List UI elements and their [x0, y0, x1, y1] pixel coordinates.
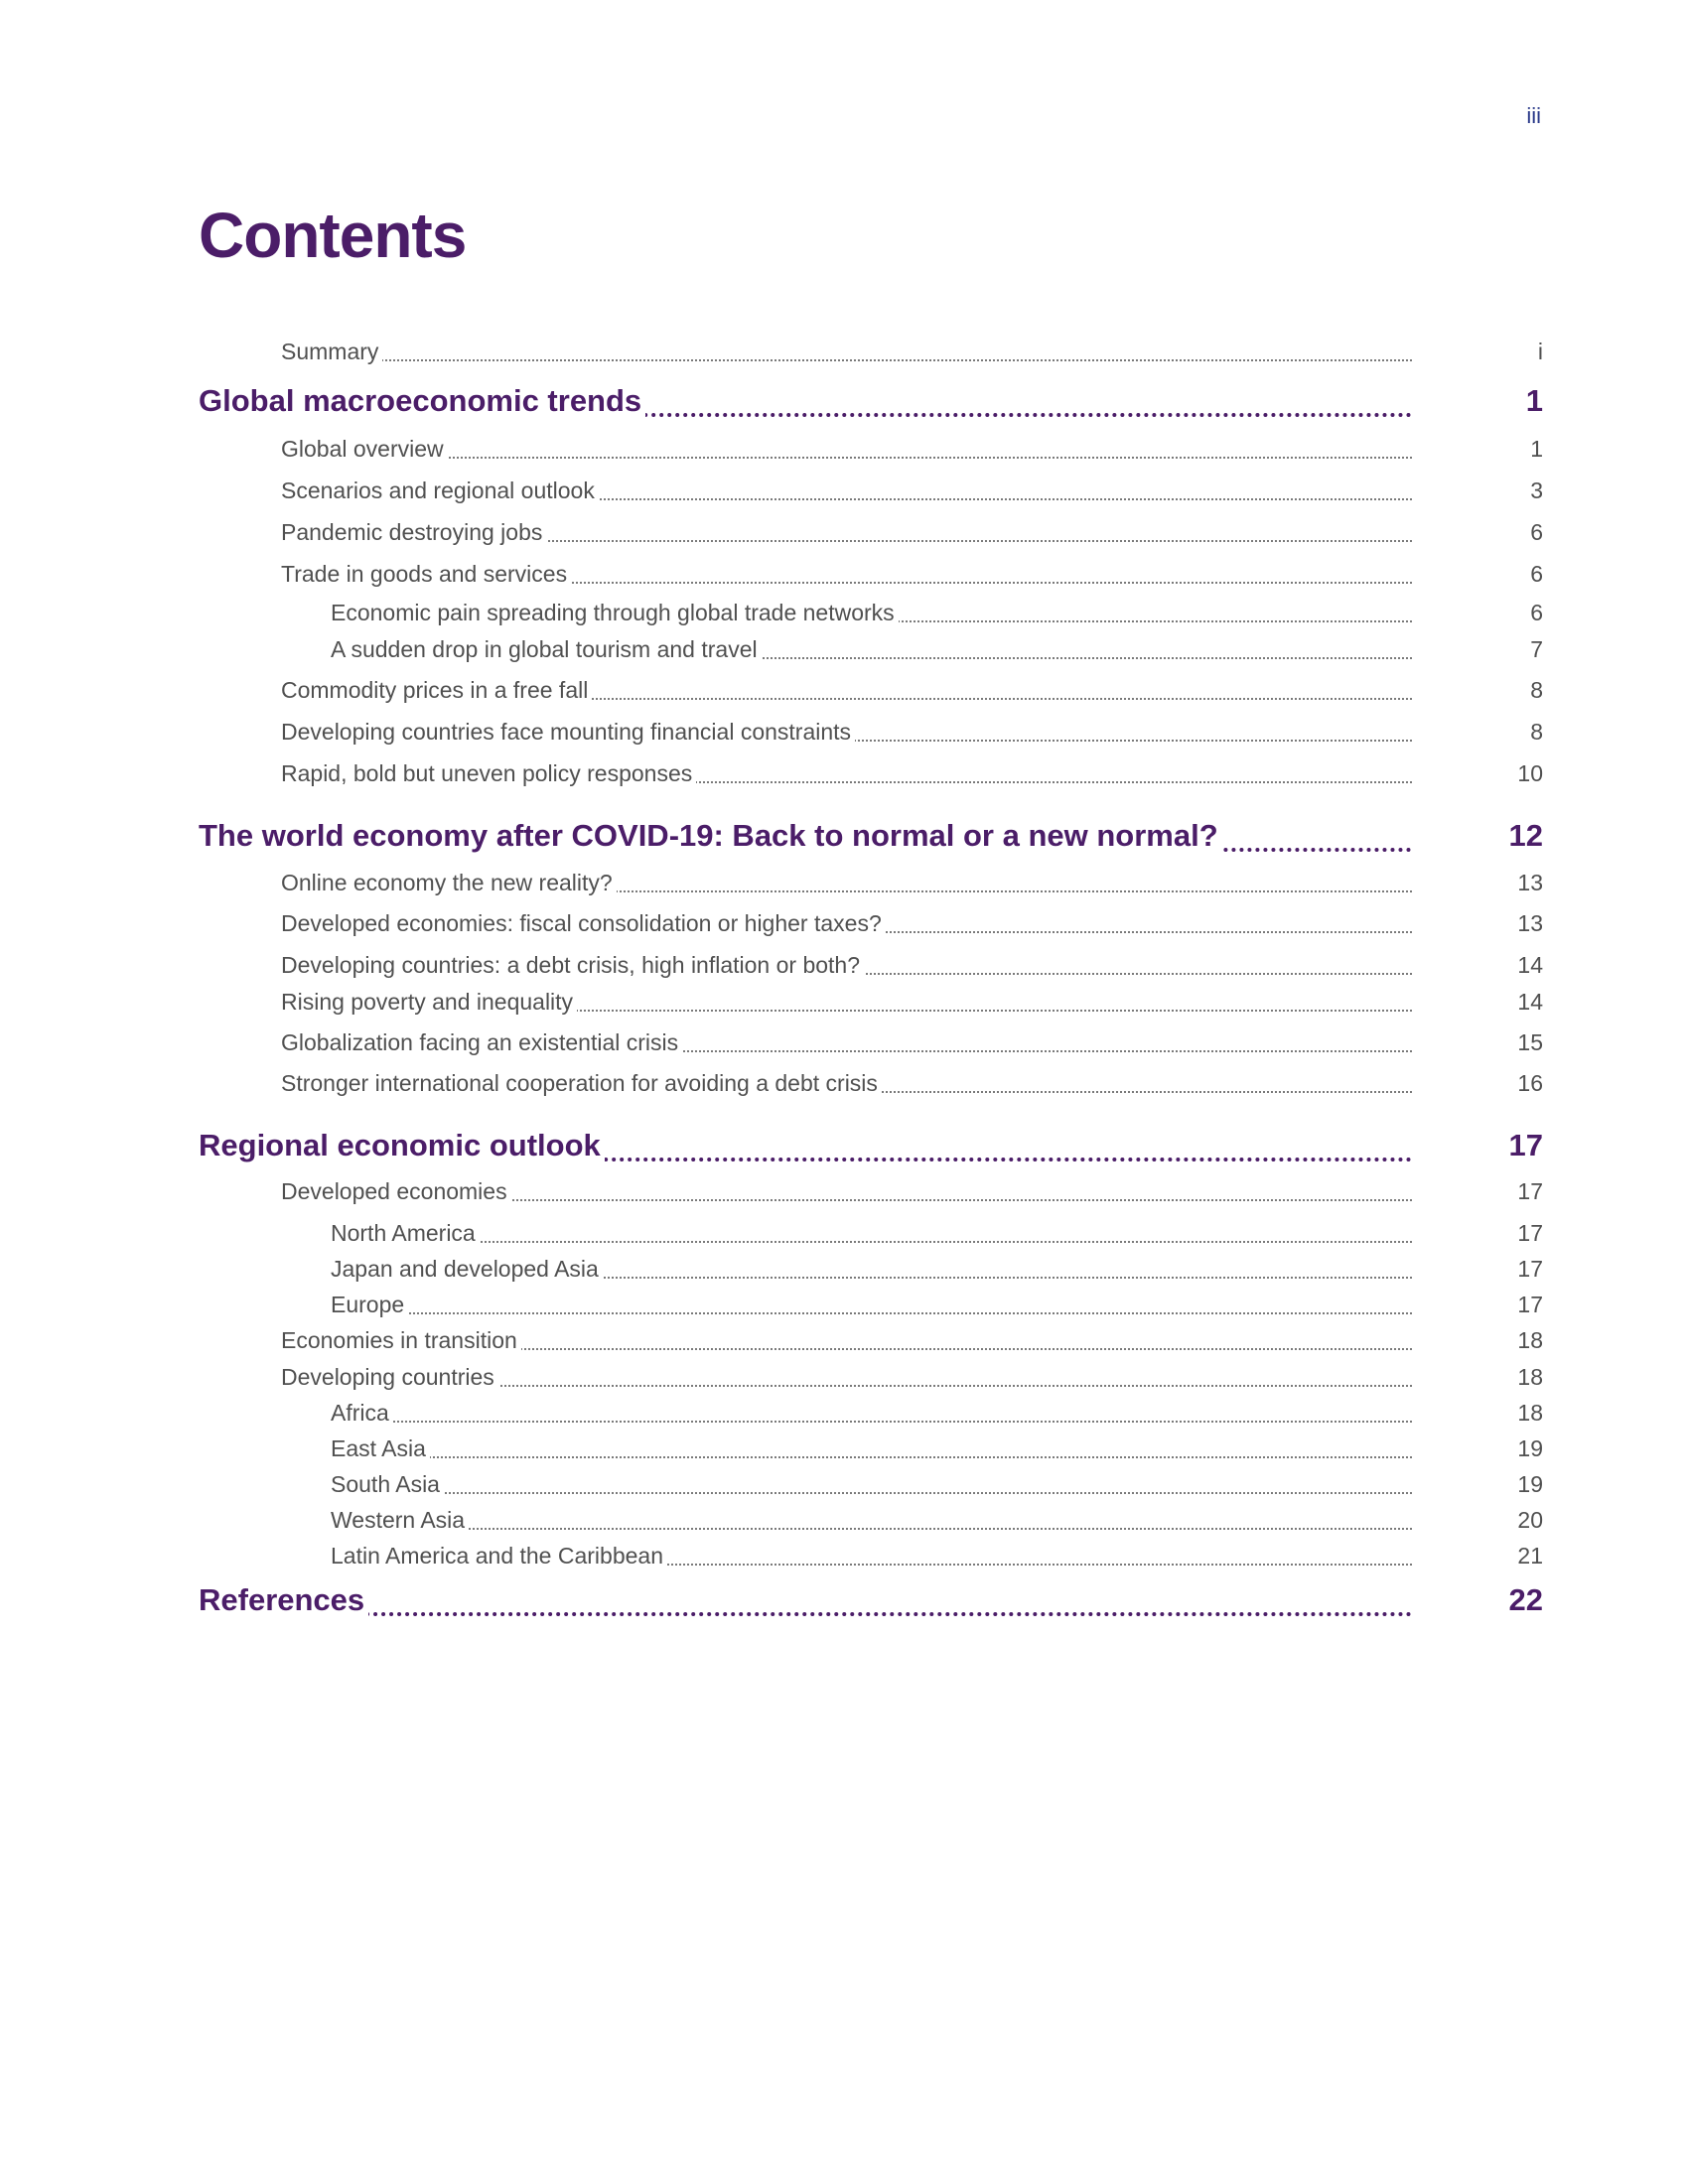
toc-entry-label: Economic pain spreading through global trade networks	[331, 600, 899, 626]
toc-entry-page: 7	[1530, 636, 1543, 662]
toc-entry-label: Economies in transition	[281, 1327, 521, 1354]
toc-entry-page: 21	[1517, 1543, 1543, 1569]
toc-entry[interactable]	[0, 1249, 1688, 1289]
toc-entry-label: North America	[331, 1220, 480, 1247]
toc-entry[interactable]	[0, 593, 1688, 632]
toc-entry-label: South Asia	[331, 1471, 444, 1498]
toc-entry-page: 17	[1517, 1178, 1543, 1204]
toc-entry-page: 3	[1530, 478, 1543, 503]
toc-entry-page: 17	[1508, 1128, 1543, 1162]
toc-entry-page: 18	[1517, 1327, 1543, 1353]
toc-entry-page: 15	[1517, 1029, 1543, 1055]
toc-entry-page: 17	[1517, 1256, 1543, 1282]
toc-entry-page: 16	[1517, 1070, 1543, 1096]
toc-entry[interactable]	[0, 554, 1688, 594]
toc-entry-page: 14	[1517, 952, 1543, 978]
toc-entry-label: Western Asia	[331, 1507, 469, 1534]
toc-entry-label: Developing countries face mounting financial constraints	[281, 719, 855, 746]
toc-entry-label: Regional economic outlook	[199, 1128, 605, 1163]
toc-entry[interactable]	[0, 332, 1688, 371]
toc-entry-label: Global macroeconomic trends	[199, 383, 645, 419]
toc-entry-label: Europe	[331, 1292, 408, 1318]
toc-entry-page: 13	[1517, 870, 1543, 895]
toc-entry-page: 22	[1508, 1582, 1543, 1617]
toc-entry-label: Pandemic destroying jobs	[281, 519, 546, 546]
toc-entry-label: East Asia	[331, 1435, 430, 1462]
toc-entry[interactable]	[0, 1171, 1688, 1211]
toc-entry-page: 19	[1517, 1435, 1543, 1461]
toc-entry-label: Online economy the new reality?	[281, 870, 617, 896]
toc-entry-label: Trade in goods and services	[281, 561, 571, 588]
toc-entry-label: Latin America and the Caribbean	[331, 1543, 667, 1570]
toc-section-heading[interactable]	[0, 1584, 1688, 1624]
toc-entry-label: Developed economies: fiscal consolidation or higher taxes?	[281, 910, 886, 937]
toc-entry-label: Commodity prices in a free fall	[281, 677, 592, 704]
toc-entry[interactable]	[0, 982, 1688, 1022]
toc-entry[interactable]	[0, 903, 1688, 943]
toc-entry[interactable]	[0, 1500, 1688, 1540]
toc-leader-dots	[281, 359, 1412, 361]
toc-entry[interactable]	[0, 429, 1688, 469]
toc-entry[interactable]	[0, 1213, 1688, 1253]
toc-entry-page: 8	[1530, 677, 1543, 703]
toc-entry-label: References	[199, 1582, 368, 1618]
toc-entry-page: i	[1537, 339, 1543, 364]
toc-entry-label: Stronger international cooperation for avoiding a debt crisis	[281, 1070, 882, 1097]
toc-entry[interactable]	[0, 471, 1688, 510]
toc-entry[interactable]	[0, 945, 1688, 985]
toc-entry[interactable]	[0, 1063, 1688, 1103]
toc-entry-page: 17	[1517, 1292, 1543, 1317]
toc-leader-dots	[331, 1421, 1412, 1423]
toc-entry[interactable]	[0, 1393, 1688, 1433]
toc-section-heading[interactable]	[0, 820, 1688, 860]
toc-entry-page: 6	[1530, 519, 1543, 545]
toc-entry-page: 6	[1530, 561, 1543, 587]
toc-entry-label: Africa	[331, 1400, 393, 1427]
toc-leader-dots	[331, 1528, 1412, 1530]
toc-entry-page: 17	[1517, 1220, 1543, 1246]
toc-entry[interactable]	[0, 629, 1688, 669]
toc-entry-page: 10	[1517, 760, 1543, 786]
toc-entry-label: Developing countries: a debt crisis, high inflation or both?	[281, 952, 864, 979]
toc-entry-label: A sudden drop in global tourism and travel	[331, 636, 762, 663]
toc-entry[interactable]	[0, 512, 1688, 552]
toc-entry-page: 6	[1530, 600, 1543, 625]
toc-entry-page: 19	[1517, 1471, 1543, 1497]
toc-entry-label: Rapid, bold but uneven policy responses	[281, 760, 696, 787]
toc-entry-label: Developed economies	[281, 1178, 511, 1205]
page-title: Contents	[199, 200, 467, 271]
toc-entry-label: Globalization facing an existential crisis	[281, 1029, 682, 1056]
toc-leader-dots	[331, 1312, 1412, 1314]
toc-entry-page: 18	[1517, 1400, 1543, 1426]
toc-entry[interactable]	[0, 1536, 1688, 1575]
toc-entry-page: 1	[1525, 383, 1543, 418]
toc-entry-label: Developing countries	[281, 1364, 498, 1391]
toc-entry-page: 14	[1517, 989, 1543, 1015]
page-number: iii	[1526, 103, 1541, 128]
toc-section-heading[interactable]	[0, 1130, 1688, 1169]
toc-entry[interactable]	[0, 753, 1688, 793]
toc-entry-page: 8	[1530, 719, 1543, 745]
toc-entry-page: 12	[1508, 818, 1543, 853]
toc-leader-dots	[199, 1612, 1412, 1616]
toc-entry[interactable]	[0, 863, 1688, 902]
toc-entry[interactable]	[0, 1320, 1688, 1360]
toc-leader-dots	[281, 457, 1412, 459]
toc-section-heading[interactable]	[0, 385, 1688, 425]
toc-entry[interactable]	[0, 1357, 1688, 1397]
toc-entry-label: Rising poverty and inequality	[281, 989, 577, 1016]
toc-entry-label: Japan and developed Asia	[331, 1256, 603, 1283]
toc-entry[interactable]	[0, 1023, 1688, 1062]
toc-entry-label: Scenarios and regional outlook	[281, 478, 599, 504]
toc-entry-page: 18	[1517, 1364, 1543, 1390]
toc-entry[interactable]	[0, 1429, 1688, 1468]
toc-entry-page: 20	[1517, 1507, 1543, 1533]
toc-entry[interactable]	[0, 1464, 1688, 1504]
toc-entry[interactable]	[0, 1285, 1688, 1324]
toc-entry[interactable]	[0, 712, 1688, 751]
toc-entry[interactable]	[0, 670, 1688, 710]
toc-leader-dots	[331, 1492, 1412, 1494]
toc-entry-label: Summary	[281, 339, 382, 365]
toc-leader-dots	[331, 1456, 1412, 1458]
toc-entry-page: 1	[1530, 436, 1543, 462]
toc-entry-page: 13	[1517, 910, 1543, 936]
toc-leader-dots	[331, 1241, 1412, 1243]
toc-entry-label: Global overview	[281, 436, 448, 463]
toc-entry-label: The world economy after COVID-19: Back to normal or a new normal?	[199, 818, 1222, 854]
